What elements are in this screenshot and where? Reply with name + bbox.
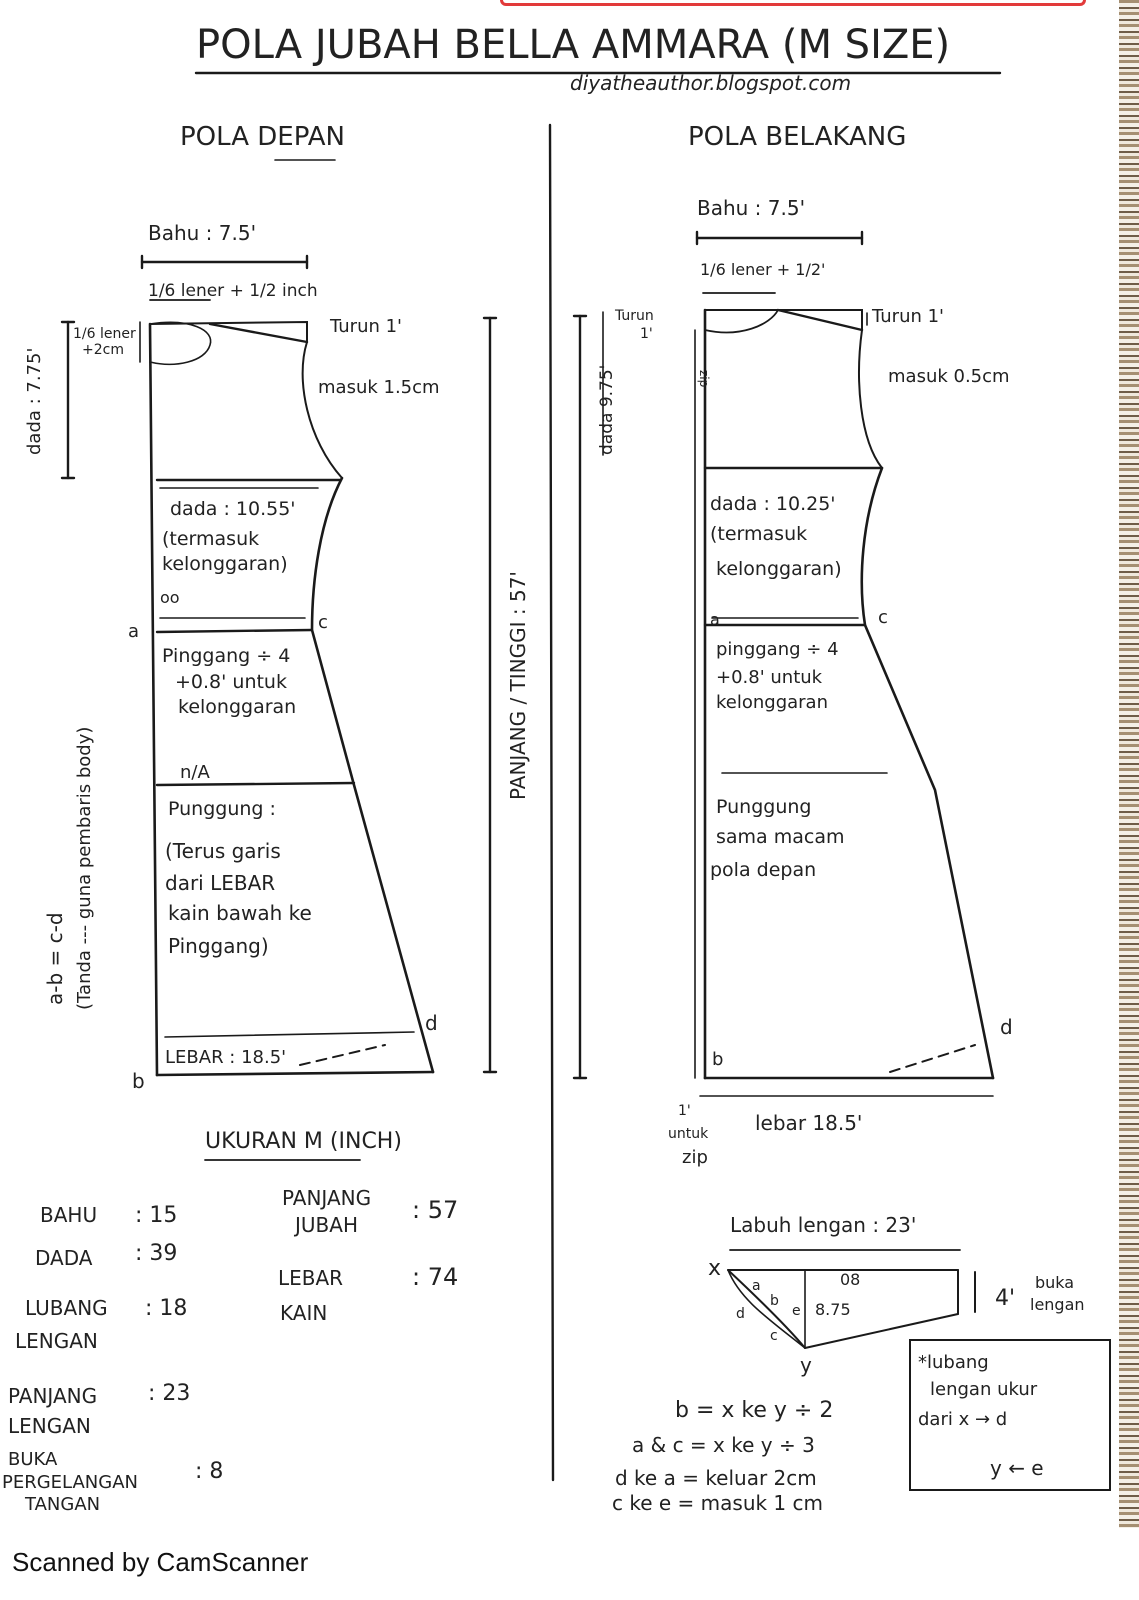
sleeve-buka-2: buka xyxy=(1035,1273,1075,1292)
front-bahu: Bahu : 7.5' xyxy=(148,221,257,245)
back-zip: zip xyxy=(697,370,711,388)
front-side-note-1: a-b = c-d xyxy=(43,912,67,1005)
back-point-b: b xyxy=(712,1049,724,1070)
sleeve-labuh: Labuh lengan : 23' xyxy=(730,1213,917,1237)
back-heading: POLA BELAKANG xyxy=(688,122,907,152)
sleeve-point-c: c xyxy=(770,1328,778,1344)
front-punggung-3: dari LEBAR xyxy=(165,871,276,895)
back-lebar: lebar 18.5' xyxy=(755,1111,863,1135)
front-pinggang-2: +0.8' untuk xyxy=(175,671,287,693)
sleeve-note-1: *lubang xyxy=(918,1352,989,1373)
sleeve-formula-2: a & c = x ke y ÷ 3 xyxy=(632,1433,815,1457)
sleeve-value-8: 08 xyxy=(840,1270,861,1289)
front-masuk: masuk 1.5cm xyxy=(318,377,440,398)
back-dada-2: (termasuk xyxy=(710,523,808,545)
front-heading: POLA DEPAN xyxy=(180,122,345,152)
front-na: n/A xyxy=(180,762,210,783)
back-pinggang-2: +0.8' untuk xyxy=(716,667,823,688)
front-side-note-2: (Tanda --- guna pembaris body) xyxy=(74,726,95,1010)
back-neck-width: 1/6 lener + 1/2' xyxy=(700,260,826,279)
back-pinggang-3: kelonggaran xyxy=(716,692,828,713)
back-zip-note-2: untuk xyxy=(668,1126,709,1142)
size-bahu-value: : 15 xyxy=(135,1203,178,1228)
back-dada-3: kelonggaran) xyxy=(716,558,842,580)
size-lubang-label: LUBANG xyxy=(25,1296,108,1320)
sleeve-value-875: 8.75 xyxy=(815,1300,851,1319)
back-dada: dada : 10.25' xyxy=(710,493,836,515)
front-point-c: c xyxy=(318,612,328,633)
back-point-a: a xyxy=(710,610,720,629)
front-panjang: PANJANG / TINGGI : 57' xyxy=(506,571,530,800)
front-punggung-4: kain bawah ke xyxy=(168,901,312,925)
size-panjang-lengan-label: PANJANG xyxy=(8,1384,98,1408)
size-dada-label: DADA xyxy=(35,1246,93,1270)
sleeve-buka-3: lengan xyxy=(1030,1295,1085,1314)
back-turun-right: Turun 1' xyxy=(872,306,945,327)
sleeve-formula-4: c ke e = masuk 1 cm xyxy=(612,1491,823,1515)
size-lebar-label: LEBAR xyxy=(278,1266,344,1290)
sleeve-note-3: dari x → d xyxy=(918,1409,1008,1430)
back-punggung-2: sama macam xyxy=(716,826,845,848)
sleeve-point-x: x xyxy=(708,1256,722,1281)
back-turun-left-1: Turun xyxy=(615,308,654,324)
center-divider xyxy=(550,125,553,1480)
back-zip-note-1: 1' xyxy=(678,1103,691,1119)
size-dada-value: : 39 xyxy=(135,1241,178,1266)
sleeve-point-b: b xyxy=(770,1293,779,1309)
sizes-heading: UKURAN M (INCH) xyxy=(205,1129,402,1154)
front-point-b: b xyxy=(132,1069,145,1093)
front-neck-depth-1: 1/6 lener xyxy=(73,326,136,342)
size-panjang-jubah-value: : 57 xyxy=(412,1196,459,1224)
front-pinggang-3: kelonggaran xyxy=(178,696,297,718)
front-pinggang-1: Pinggang ÷ 4 xyxy=(162,645,291,667)
blog-url: diyatheauthor.blogspot.com xyxy=(570,71,852,95)
back-dada-depth: dada 9.75' xyxy=(597,364,617,455)
sleeve-point-y: y xyxy=(800,1353,812,1377)
sleeve-point-a: a xyxy=(752,1278,761,1294)
back-turun-left-2: 1' xyxy=(640,326,653,342)
sleeve-point-d: d xyxy=(736,1306,745,1322)
page-title: POLA JUBAH BELLA AMMARA (M SIZE) xyxy=(196,22,951,68)
sleeve-note-2: lengan ukur xyxy=(930,1379,1038,1400)
sleeve-formula-1: b = x ke y ÷ 2 xyxy=(675,1398,834,1423)
size-lubang-label-2: LENGAN xyxy=(15,1329,98,1353)
front-punggung-1: Punggung : xyxy=(168,798,276,820)
size-panjang-lengan-label-2: LENGAN xyxy=(8,1414,91,1438)
back-punggung-3: pola depan xyxy=(710,859,817,881)
front-oo: oo xyxy=(160,588,180,607)
size-panjang-lengan-value: : 23 xyxy=(148,1381,191,1406)
back-bahu: Bahu : 7.5' xyxy=(697,196,806,220)
back-masuk: masuk 0.5cm xyxy=(888,366,1010,387)
scanner-footer: Scanned by CamScanner xyxy=(12,1547,309,1577)
sleeve-formula-3: d ke a = keluar 2cm xyxy=(615,1466,817,1490)
size-buka-label-3: TANGAN xyxy=(25,1494,101,1515)
front-turun: Turun 1' xyxy=(330,316,403,337)
front-point-a: a xyxy=(128,621,140,642)
front-punggung-5: Pinggang) xyxy=(168,934,269,958)
size-buka-label-2: PERGELANGAN xyxy=(2,1472,139,1493)
front-punggung-2: (Terus garis xyxy=(165,839,281,863)
sleeve-note-4: y ← e xyxy=(990,1456,1044,1480)
size-lubang-value: : 18 xyxy=(145,1296,188,1321)
size-buka-label: BUKA xyxy=(8,1449,58,1470)
size-panjang-jubah-label-2: JUBAH xyxy=(295,1213,358,1237)
back-pinggang-1: pinggang ÷ 4 xyxy=(716,639,839,660)
size-buka-value: : 8 xyxy=(195,1459,224,1484)
front-lebar: LEBAR : 18.5' xyxy=(165,1047,287,1068)
front-dada-3: kelonggaran) xyxy=(162,553,288,575)
back-point-d: d xyxy=(1000,1015,1013,1039)
back-point-c: c xyxy=(878,607,888,628)
size-bahu-label: BAHU xyxy=(40,1203,98,1227)
front-dada-2: (termasuk xyxy=(162,528,260,550)
size-lebar-value: : 74 xyxy=(412,1263,459,1291)
size-lebar-label-2: KAIN xyxy=(280,1301,328,1325)
front-dada: dada : 10.55' xyxy=(170,498,296,520)
back-punggung-1: Punggung xyxy=(716,796,812,818)
back-zip-note-3: zip xyxy=(682,1147,708,1168)
sleeve-buka-1: 4' xyxy=(995,1286,1016,1311)
front-dada-depth: dada : 7.75' xyxy=(24,347,45,455)
front-point-d: d xyxy=(425,1011,438,1035)
front-neck-depth-2: +2cm xyxy=(82,342,124,358)
front-neck-width: 1/6 lener + 1/2 inch xyxy=(148,281,318,301)
size-panjang-jubah-label: PANJANG xyxy=(282,1186,372,1210)
sleeve-point-e: e xyxy=(792,1303,801,1319)
